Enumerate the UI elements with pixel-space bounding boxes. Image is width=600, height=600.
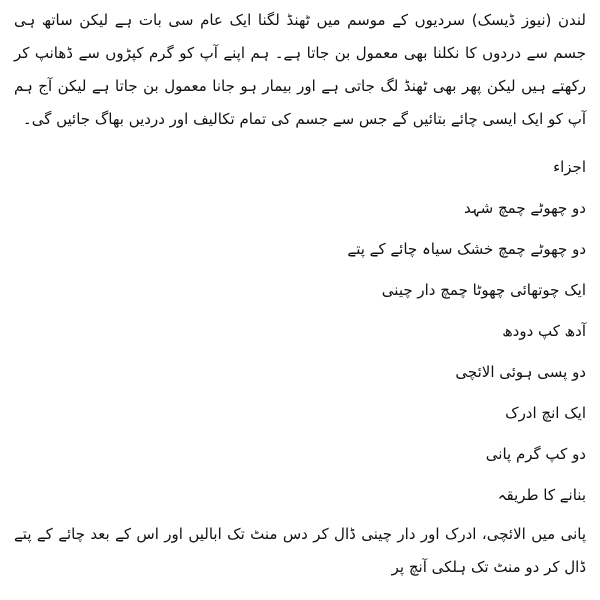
method-heading: بنانے کا طریقہ <box>497 486 586 504</box>
list-item <box>14 361 586 383</box>
list-item <box>14 279 586 301</box>
list-item <box>14 197 586 219</box>
method-paragraph: پانی میں الائچی، ادرک اور دار چینی ڈال کر دس منٹ تک ابالیں اور اس کے بعد چائے کے پتے ڈال کر دو منٹ تک ہلکی آنچ پر <box>14 525 586 576</box>
ingredient-cardamom: دو پسی ہوئی الائچی <box>455 363 586 381</box>
ingredient-milk: آدھ کپ دودھ <box>502 322 586 340</box>
list-item <box>14 402 586 424</box>
list-item <box>14 320 586 342</box>
list-item <box>14 443 586 465</box>
ingredient-honey: دو چھوٹے چمچ شہد <box>464 199 586 217</box>
list-item <box>14 238 586 260</box>
ingredient-ginger: ایک انچ ادرک <box>505 404 586 422</box>
ingredient-cinnamon: ایک چوتھائی چھوٹا چمچ دار چینی <box>381 281 586 299</box>
ingredients-heading: اجزاء <box>553 158 586 176</box>
ingredient-hot-water: دو کپ گرم پانی <box>485 445 586 463</box>
ingredients-list <box>14 197 586 465</box>
article-intro-paragraph: لندن (نیوز ڈیسک) سردیوں کے موسم میں ٹھنڈ لگنا ایک عام سی بات ہے لیکن ساتھ ہی جسم سے دردوں کا نکلنا بھی معمول بن جاتا ہے۔ ہم اپنے آپ کو گرم کپڑوں سے ڈھانپ کر رکھتے ہیں لیکن پھر بھی ٹھنڈ لگ جاتی ہے اور بیمار ہو جانا معمول بن جاتا ہے لیکن آج ہم آپ کو ایک ایسی چائے بتائیں گے جس سے جسم کی تمام تکالیف اور دردیں بھاگ جائیں گی۔ <box>14 11 586 128</box>
ingredient-black-tea: دو چھوٹے چمچ خشک سیاہ چائے کے پتے <box>347 240 586 258</box>
